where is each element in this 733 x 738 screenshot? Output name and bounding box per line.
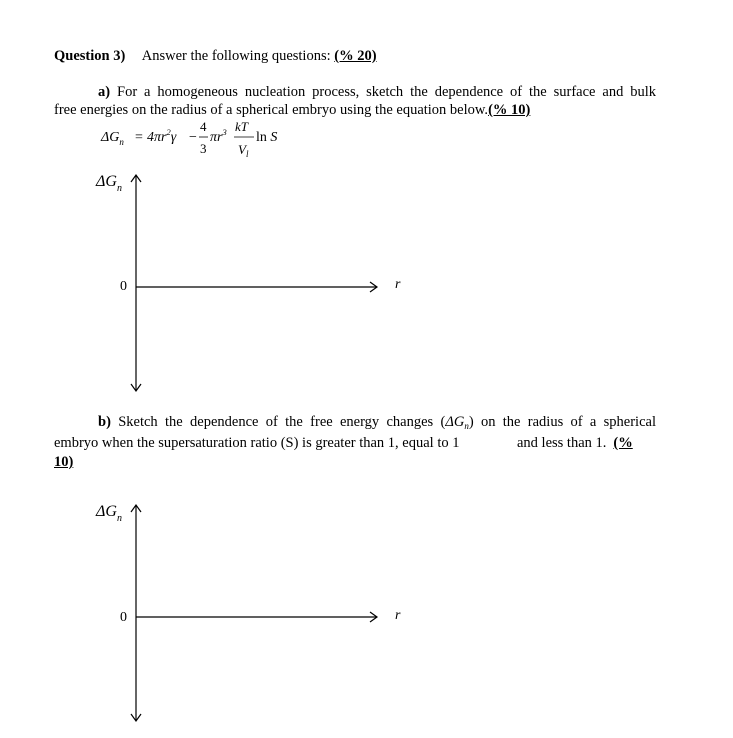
part-b-symbol-sub: n [464, 421, 469, 431]
graph-b-y-label-text: ΔG [96, 503, 117, 520]
eq-log-arg: S [270, 130, 278, 145]
graph-b-y-label-sub: n [116, 513, 122, 524]
eq-term2: πr [210, 130, 223, 145]
graph-b-origin-label: 0 [120, 610, 127, 625]
part-b-text-line2b: and less than 1. [517, 435, 607, 451]
eq-lhs: ΔG [101, 130, 120, 145]
eq-frac2-num: kT [235, 119, 248, 134]
eq-gamma: γ [170, 130, 177, 145]
part-a-text-line1: For a homogeneous nucleation process, sketch the dependence of the surface and bulk [117, 84, 656, 100]
eq-frac1-num: 4 [200, 119, 207, 134]
eq-lhs-sub: n [119, 137, 124, 147]
eq-frac2-den-sub: l [245, 149, 249, 159]
eq-equals: = [135, 130, 143, 145]
part-b-text-post: ) on the radius of a spherical [468, 414, 656, 430]
part-b-text-line2a: embryo when the supersaturation ratio (S) is greater than 1, equal to 1 [54, 435, 460, 451]
question-points: (% 20) [334, 48, 377, 64]
eq-term2-sup: 3 [222, 127, 227, 137]
graph-a-origin-label: 0 [120, 279, 127, 294]
part-b-text-pre: Sketch the dependence of the free energy changes ( [118, 414, 446, 430]
eq-frac1-den: 3 [200, 141, 207, 156]
graph-b-x-label: r [395, 608, 401, 623]
eq-minus: − [189, 130, 197, 145]
part-a-letter: a) [98, 84, 111, 100]
part-a-text-line2: free energies on the radius of a spherical embryo using the equation below. [54, 102, 489, 118]
eq-term1-sup: 2 [166, 127, 171, 137]
part-b-points-b: 10) [54, 454, 74, 470]
eq-term1: 4πr [147, 130, 167, 145]
eq-frac2-den: V [238, 142, 246, 157]
part-b-letter: b) [98, 414, 111, 430]
question-prompt: Answer the following questions: [141, 48, 331, 64]
part-a-points: (% 10) [488, 102, 531, 118]
graph-a-y-label-text: ΔG [96, 173, 117, 190]
eq-log: ln [256, 130, 267, 145]
question-label: Question 3) [54, 48, 126, 64]
part-b-symbol: ΔG [445, 414, 465, 430]
part-b-points-a: (% [613, 435, 633, 451]
graph-a-y-label-sub: n [116, 183, 122, 194]
graph-a-x-label: r [395, 277, 401, 292]
